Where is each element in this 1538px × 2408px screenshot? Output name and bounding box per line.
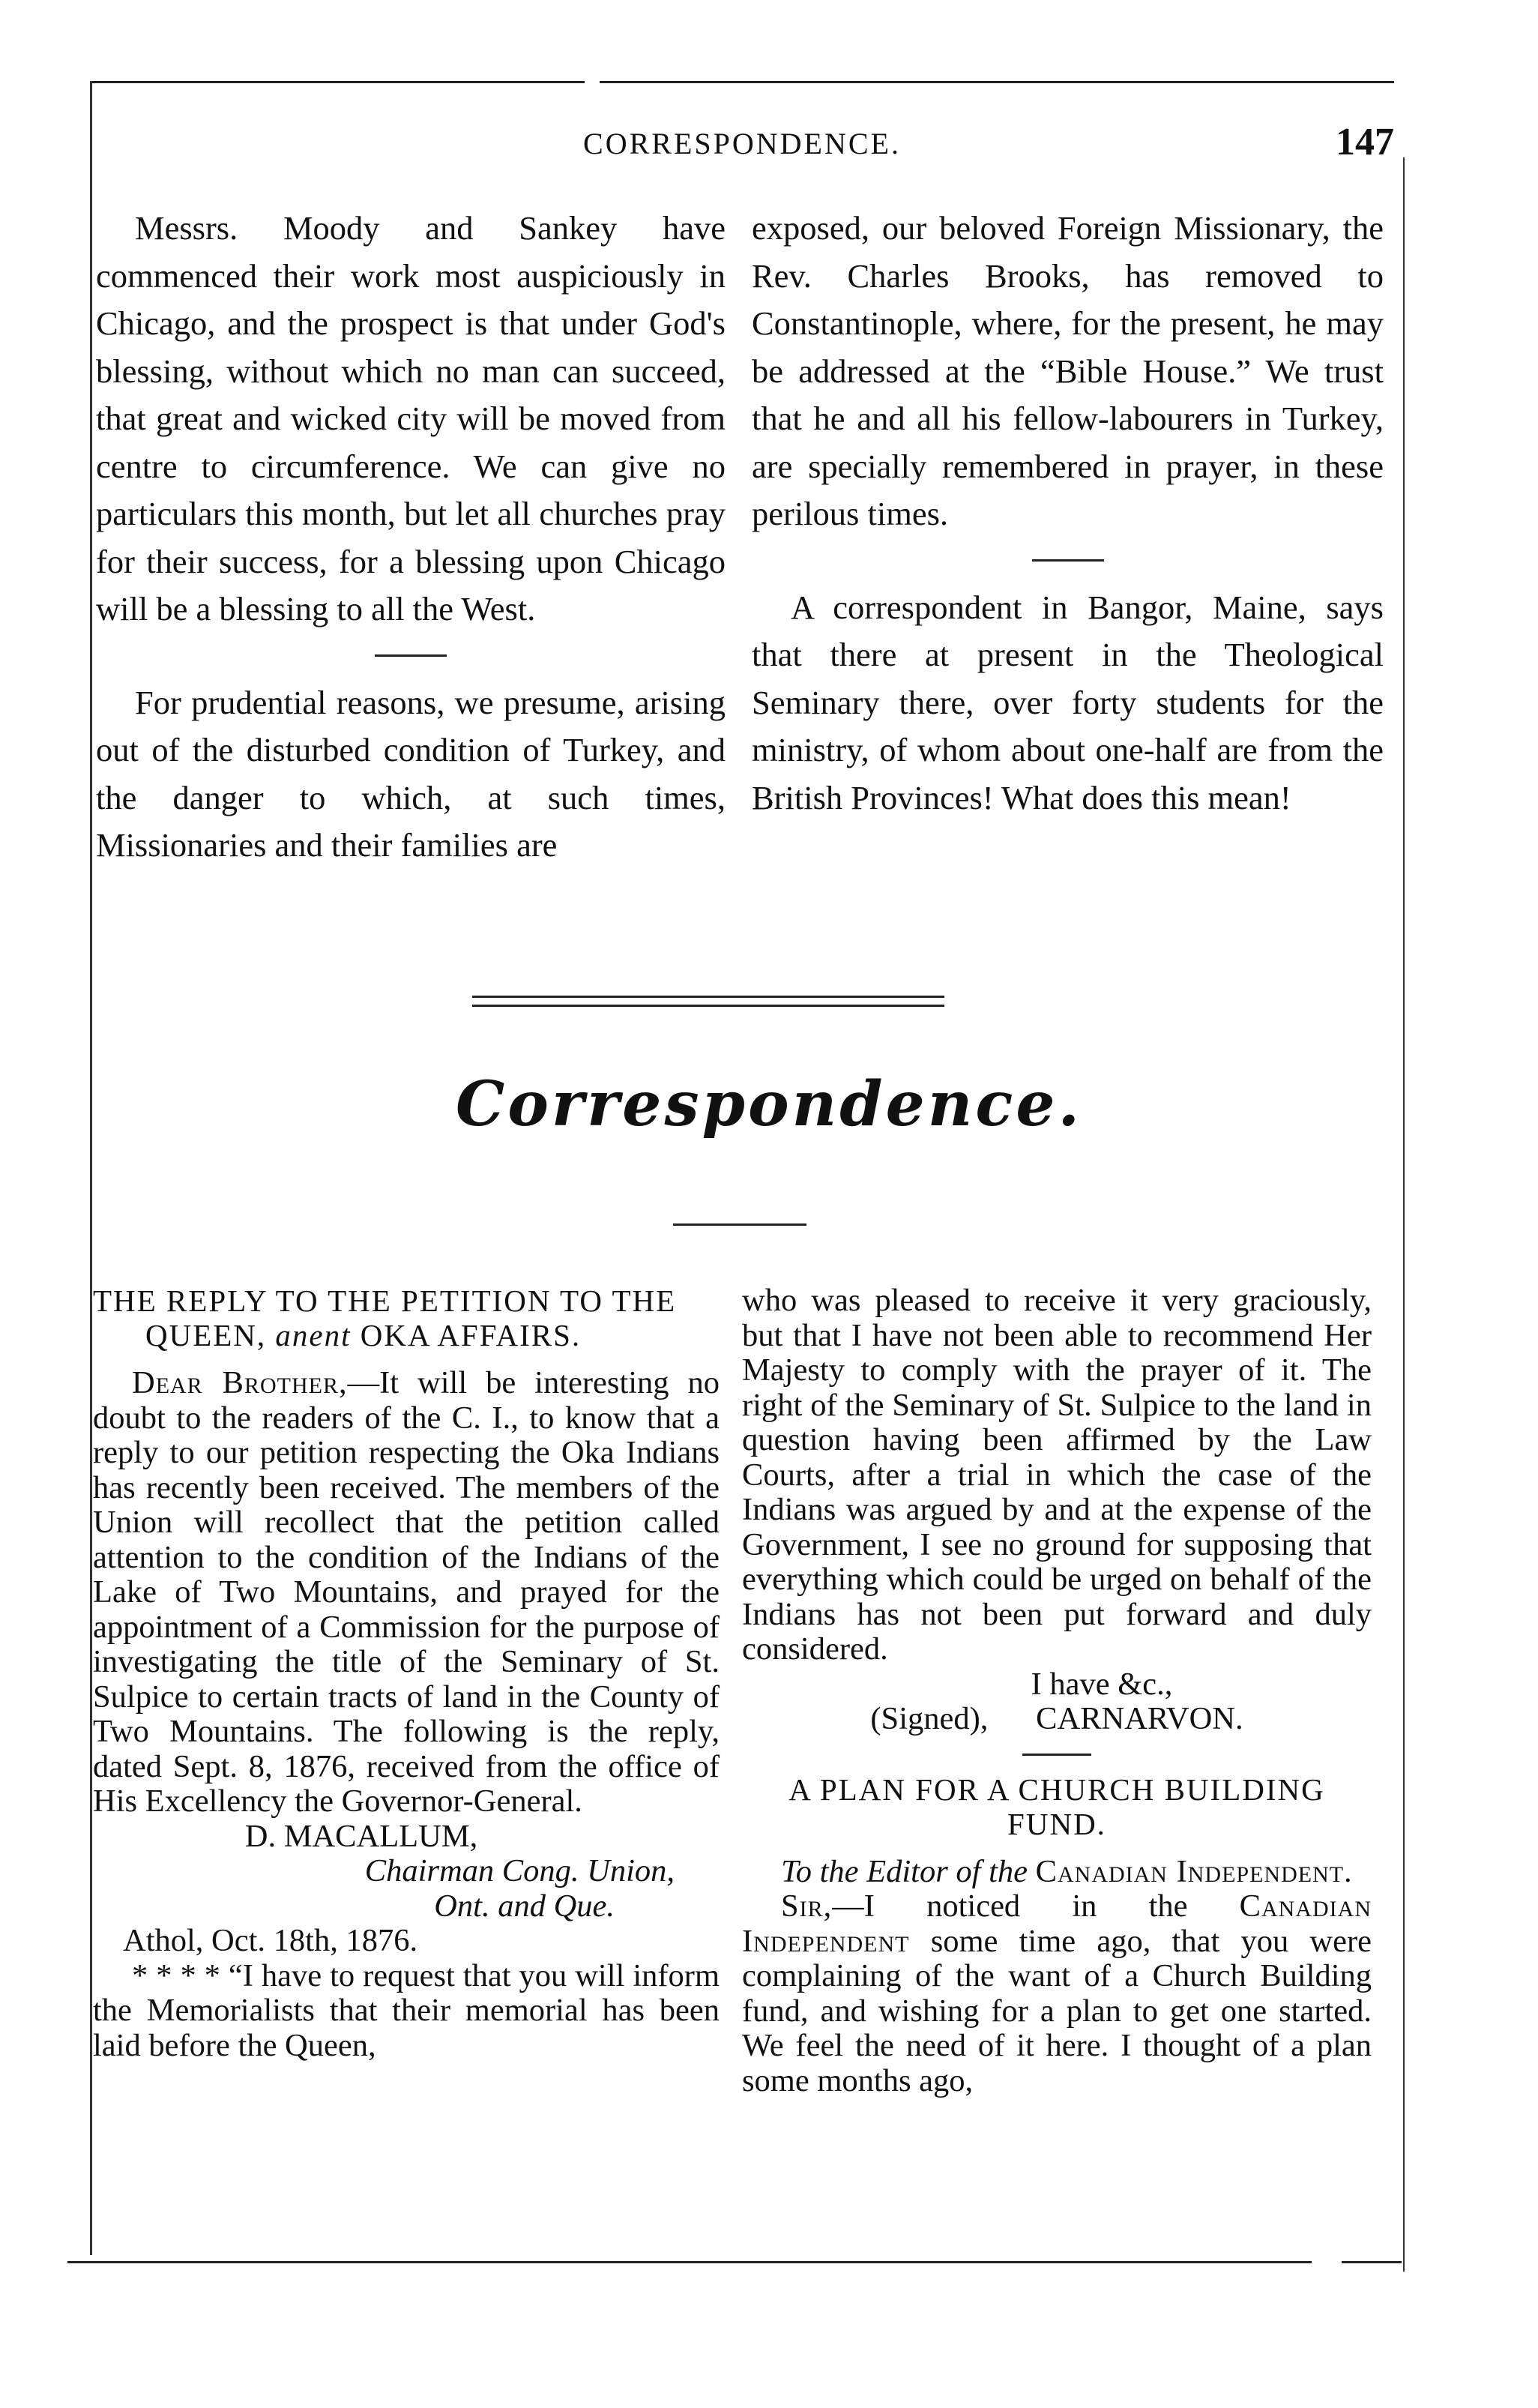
signed-line bbox=[742, 1702, 1372, 1737]
separator-dash bbox=[375, 654, 447, 657]
governor-reply-continued: who was pleased to receive it very graciously, but that I have not been able to recommend Her Majesty to comply with the prayer of it. The right of the Seminary of St. Sulpice to the land in question having been affirmed by the Law Courts, after a trial in which the case of the Indians was argued by and at the expense of the Government, I see no ground for supposing that everything which could be urged on behalf of the Indians has not been put forward and duly considered. bbox=[742, 1283, 1372, 1667]
separator-dash bbox=[1022, 1754, 1091, 1756]
turkey-paragraph: For prudential reasons, we presume, arising out of the disturbed condition of Turkey, and the danger to which, at such times, Missionaries and their families are bbox=[96, 683, 726, 864]
section-double-rule-top bbox=[472, 996, 944, 998]
bottom-right-column bbox=[742, 1283, 1372, 2098]
section-heading: Correspondence. bbox=[455, 1068, 1083, 1140]
right-border-rule bbox=[1403, 157, 1405, 2272]
running-title: CORRESPONDENCE. bbox=[583, 127, 901, 160]
top-border-rule-left bbox=[90, 81, 585, 83]
signature-title-1: Chairman Cong. Union, bbox=[364, 1853, 675, 1888]
signed-name: CARNARVON. bbox=[1036, 1701, 1243, 1736]
signed-label: (Signed), bbox=[870, 1701, 989, 1736]
article-title-oka: THE REPLY TO THE PETITION TO THE QUEEN, anent OKA AFFAIRS. bbox=[93, 1283, 677, 1352]
church-fund-letter-body: Sir,—I noticed in the Canadian Independent some time ago, that you were complaining of the want of a Church Building fund, and wishing for a plan to get one started. We feel the need of it here. I thought of a plan some months ago, bbox=[742, 1888, 1372, 2098]
section-double-rule-bottom bbox=[472, 1005, 944, 1007]
separator-dash bbox=[1032, 559, 1104, 562]
top-border-rule-right bbox=[600, 81, 1394, 83]
bangor-paragraph: A correspondent in Bangor, Maine, says that there at present in the Theological Seminary there, over forty students for the ministry, of whom about one-half are from the British Provinces! What does this mean! bbox=[752, 588, 1384, 816]
bottom-border-rule-end bbox=[1342, 2261, 1402, 2263]
top-right-column bbox=[752, 205, 1384, 822]
brooks-paragraph: exposed, our beloved Foreign Missionary, the Rev. Charles Brooks, has removed to Constantinople, where, for the present, he may be addressed at the “Bible House.” We trust that he and all his fellow-labourers in Turkey, are specially remembered in prayer, in these perilous times. bbox=[752, 209, 1384, 532]
editor-address: To the Editor of the Canadian Independent. bbox=[781, 1853, 1353, 1889]
article-title-church-fund: A PLAN FOR A CHURCH BUILDING FUND. bbox=[788, 1772, 1325, 1841]
governor-reply-start: * * * * “I have to request that you will inform the Memorialists that their memorial has been laid before the Queen, bbox=[93, 1957, 720, 2063]
oka-letter-body: Dear Brother,—It will be interesting no doubt to the readers of the C. I., to know that a reply to our petition respecting the Oka Indians has recently been received. The members of the Union will recollect that the petition called attention to the condition of the Indians of the Lake of Two Mountains, and prayed for the appointment of a Commission for the purpose of investigating the title of the Seminary of St. Sulpice to certain tracts of land in the County of Two Mountains. The following is the reply, dated Sept. 8, 1876, received from the office of His Excellency the Governor-General. bbox=[93, 1365, 720, 1819]
signature-title-2: Ont. and Que. bbox=[434, 1888, 615, 1924]
left-border-rule bbox=[90, 81, 92, 2255]
top-left-column bbox=[96, 205, 726, 870]
bottom-border-rule bbox=[67, 2261, 1312, 2263]
signature-name: D. MACALLUM, bbox=[244, 1818, 478, 1854]
salutation: Dear Brother, bbox=[132, 1365, 348, 1400]
closing: I have &c., bbox=[1031, 1666, 1173, 1702]
running-head bbox=[90, 121, 1394, 171]
moody-sankey-paragraph: Messrs. Moody and Sankey have commenced their work most auspiciously in Chicago, and the prospect is that under God's blessing, without which no man can succeed, that great and wicked city will be moved from centre to circumference. We can give no particulars this month, but let all churches pray for their success, for a blessing upon Chicago will be a blessing to all the West. bbox=[96, 209, 726, 627]
bottom-left-column bbox=[93, 1283, 720, 2063]
dateline: Athol, Oct. 18th, 1876. bbox=[123, 1923, 418, 1958]
section-heading-underline bbox=[673, 1223, 806, 1226]
page-number: 147 bbox=[1336, 121, 1394, 163]
